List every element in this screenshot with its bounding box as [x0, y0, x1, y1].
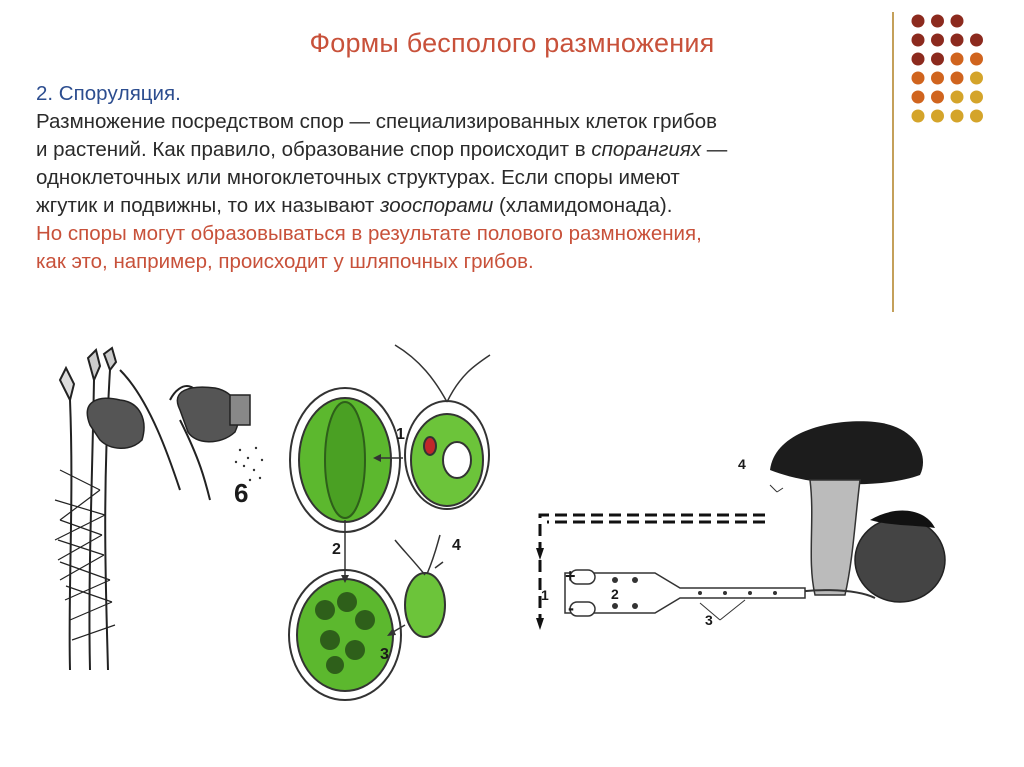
mushroom-label-3: 3: [705, 612, 713, 628]
red-line-2: как это, например, происходит у шляпочных грибов.: [36, 250, 534, 273]
minus-sign: -: [568, 598, 574, 618]
slide-title: Формы бесполого размножения: [309, 28, 715, 58]
text-line-4: жгутик и подвижны, то их называют зооспорами (хламидомонада).: [36, 194, 673, 217]
chlamy-label-4: 4: [452, 537, 461, 554]
term-sporangia: спорангиях: [591, 138, 702, 161]
red-line-1: Но споры могут образовываться в результате полового размножения,: [36, 222, 702, 245]
text-line-3: одноклеточных или многоклеточных структурах. Если споры имеют: [36, 166, 680, 189]
mushroom-label-4: 4: [738, 456, 746, 472]
slide-body-text: [36, 80, 1011, 276]
decorative-dot: [931, 15, 944, 28]
plus-sign: +: [565, 566, 576, 586]
moss-label: 6: [234, 478, 249, 508]
mushroom-label-2: 2: [611, 586, 619, 602]
term-zoospores: зооспорами: [379, 194, 494, 217]
text-line-2: и растений. Как правило, образование спор происходит в спорангиях —: [36, 138, 728, 161]
mushroom-life-cycle: [525, 410, 995, 670]
chlamy-label-1: 1: [396, 426, 405, 443]
chlamy-label-3: 3: [380, 646, 389, 663]
decorative-dot: [912, 15, 925, 28]
mushroom-label-1: 1: [541, 587, 549, 603]
chlamy-label-2: 2: [332, 541, 341, 558]
moss-illustration: [30, 340, 270, 680]
chlamydomonas-life-cycle: [285, 340, 515, 710]
subtitle: 2. Спорyляция.: [36, 82, 181, 105]
decorative-dot: [951, 15, 964, 28]
text-line-1: Размножение посредством спор — специализированных клеток грибов: [36, 110, 717, 133]
